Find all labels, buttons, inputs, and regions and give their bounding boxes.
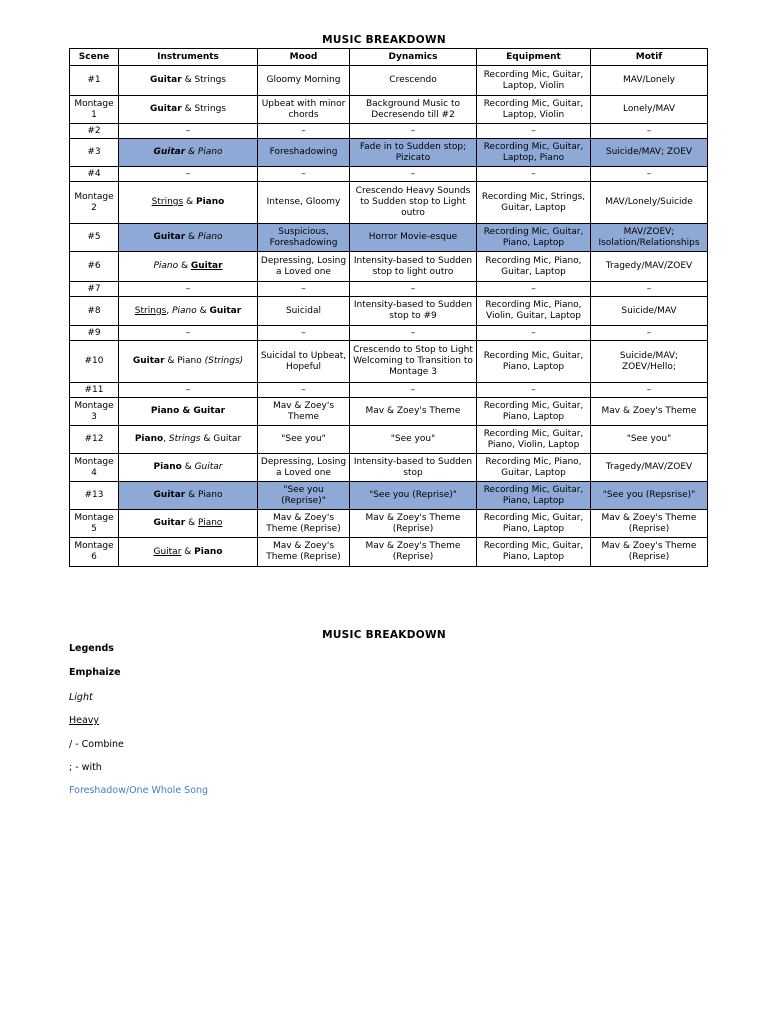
table-row [70, 252, 708, 282]
legend-heading: Legends [69, 643, 114, 654]
motif-cell: "See you (Repsrise)" [591, 482, 708, 510]
instruments-cell [119, 426, 258, 454]
table-header-row [70, 49, 708, 66]
motif-cell: Tragedy/MAV/ZOEV [591, 454, 708, 482]
table-row [70, 341, 708, 383]
equipment-cell: Recording Mic, Guitar, Piano, Laptop [477, 510, 591, 538]
instruments-cell [119, 326, 258, 341]
instrument-segment: & Piano [185, 490, 223, 500]
dynamics-cell: Fade in to Sudden stop; Pizicato [350, 139, 477, 167]
legend-title: MUSIC BREAKDOWN [322, 629, 446, 641]
instruments-cell [119, 96, 258, 124]
dynamics-cell: – [350, 326, 477, 341]
instrument-segment: Piano [197, 147, 223, 157]
instrument-segment: Strings [134, 305, 167, 316]
motif-cell: Mav & Zoey's Theme (Reprise) [591, 538, 708, 567]
equipment-cell: Recording Mic, Guitar, Piano, Laptop [477, 224, 591, 252]
mood-cell: "See you" [258, 426, 350, 454]
equipment-cell: Recording Mic, Guitar, Piano, Laptop [477, 398, 591, 426]
instrument-segment: & Strings [181, 75, 226, 85]
motif-cell: Tragedy/MAV/ZOEV [591, 252, 708, 282]
instrument-segment: & [185, 232, 198, 242]
instruments-cell [119, 124, 258, 139]
instruments-cell [119, 167, 258, 182]
mood-cell: Intense, Gloomy [258, 182, 350, 224]
scene-cell: #3 [70, 139, 119, 167]
equipment-cell: Recording Mic, Strings, Guitar, Laptop [477, 182, 591, 224]
motif-cell: – [591, 167, 708, 182]
instrument-segment: Guitar [190, 261, 223, 271]
scene-cell: #11 [70, 383, 119, 398]
dynamics-cell: Mav & Zoey's Theme [350, 398, 477, 426]
instrument-segment: & [196, 305, 210, 316]
legend-combine: / - Combine [69, 739, 124, 750]
scene-cell: #2 [70, 124, 119, 139]
col-header-mood: Mood [258, 49, 350, 66]
motif-cell: – [591, 124, 708, 139]
dynamics-cell: "See you" [350, 426, 477, 454]
instrument-segment: & Piano [164, 356, 205, 366]
motif-cell: Suicide/MAV; ZOEV [591, 139, 708, 167]
instruments-cell [119, 282, 258, 297]
scene-cell: #4 [70, 167, 119, 182]
instruments-cell [119, 482, 258, 510]
page-title: MUSIC BREAKDOWN [322, 34, 446, 46]
mood-cell: Mav & Zoey's Theme (Reprise) [258, 538, 350, 567]
mood-cell: Depressing, Losing a Loved one [258, 454, 350, 482]
mood-cell: Suspicious, Foreshadowing [258, 224, 350, 252]
mood-cell: Foreshadowing [258, 139, 350, 167]
equipment-cell: Recording Mic, Guitar, Piano, Laptop [477, 482, 591, 510]
instrument-segment: , [163, 434, 169, 444]
col-header-dynamics: Dynamics [350, 49, 477, 66]
dynamics-cell: Crescendo Heavy Sounds to Sudden stop to Light outro [350, 182, 477, 224]
mood-cell: Suicidal to Upbeat, Hopeful [258, 341, 350, 383]
instrument-segment: & [178, 261, 191, 271]
instrument-segment: Piano & Guitar [150, 406, 226, 416]
instrument-segment: – [185, 283, 191, 294]
mood-cell: Suicidal [258, 297, 350, 326]
table-row [70, 167, 708, 182]
scene-cell: #12 [70, 426, 119, 454]
scene-cell: #10 [70, 341, 119, 383]
mood-cell: "See you (Reprise)" [258, 482, 350, 510]
table-row [70, 139, 708, 167]
table-row [70, 426, 708, 454]
scene-cell: #7 [70, 282, 119, 297]
instruments-cell [119, 341, 258, 383]
mood-cell: – [258, 282, 350, 297]
instrument-segment: Piano [153, 261, 179, 271]
instruments-cell [119, 252, 258, 282]
equipment-cell: Recording Mic, Piano, Violin, Guitar, Laptop [477, 297, 591, 326]
mood-cell: Depressing, Losing a Loved one [258, 252, 350, 282]
mood-cell: – [258, 326, 350, 341]
motif-cell: – [591, 326, 708, 341]
table-row [70, 224, 708, 252]
scene-cell: Montage 4 [70, 454, 119, 482]
instrument-segment: Guitar [150, 75, 182, 85]
instrument-segment: Piano [195, 197, 225, 207]
instrument-segment: Guitar [153, 490, 186, 500]
instrument-segment: Guitar [153, 147, 186, 157]
instrument-segment: – [185, 168, 191, 179]
scene-cell: #9 [70, 326, 119, 341]
dynamics-cell: Horror Movie-esque [350, 224, 477, 252]
motif-cell: MAV/Lonely [591, 66, 708, 96]
equipment-cell: Recording Mic, Guitar, Laptop, Piano [477, 139, 591, 167]
instrument-segment: – [185, 384, 191, 395]
table-body [70, 66, 708, 567]
instruments-cell [119, 182, 258, 224]
instruments-cell [119, 66, 258, 96]
instrument-segment: Piano [153, 462, 182, 472]
table-row [70, 124, 708, 139]
equipment-cell: Recording Mic, Guitar, Piano, Laptop [477, 341, 591, 383]
instrument-segment: Guitar [153, 232, 186, 242]
motif-cell: Mav & Zoey's Theme [591, 398, 708, 426]
instrument-segment: Piano [134, 434, 164, 444]
equipment-cell: – [477, 326, 591, 341]
dynamics-cell: – [350, 124, 477, 139]
motif-cell: – [591, 282, 708, 297]
dynamics-cell: Mav & Zoey's Theme (Reprise) [350, 510, 477, 538]
mood-cell: Upbeat with minor chords [258, 96, 350, 124]
table-row [70, 282, 708, 297]
equipment-cell: Recording Mic, Guitar, Laptop, Violin [477, 66, 591, 96]
col-header-motif: Motif [591, 49, 708, 66]
equipment-cell: – [477, 282, 591, 297]
table-row [70, 398, 708, 426]
instrument-segment: Guitar [153, 546, 182, 557]
equipment-cell: Recording Mic, Piano, Guitar, Laptop [477, 454, 591, 482]
instrument-segment: Piano [197, 518, 223, 528]
instruments-cell [119, 454, 258, 482]
mood-cell: Mav & Zoey's Theme (Reprise) [258, 510, 350, 538]
dynamics-cell: "See you (Reprise)" [350, 482, 477, 510]
instrument-segment: Strings [151, 197, 184, 207]
instrument-segment: Strings [168, 434, 201, 444]
scene-cell: Montage 2 [70, 182, 119, 224]
equipment-cell: – [477, 167, 591, 182]
scene-cell: #5 [70, 224, 119, 252]
equipment-cell: Recording Mic, Guitar, Piano, Violin, Laptop [477, 426, 591, 454]
table-row [70, 383, 708, 398]
table-row [70, 454, 708, 482]
table-row [70, 326, 708, 341]
instruments-cell [119, 383, 258, 398]
instrument-segment: & [181, 546, 195, 557]
instrument-segment: & Guitar [200, 434, 242, 444]
instrument-segment: , [166, 305, 173, 316]
instruments-cell [119, 538, 258, 567]
dynamics-cell: Crescendo to Stop to Light Welcoming to Transition to Montage 3 [350, 341, 477, 383]
instrument-segment: – [185, 125, 191, 136]
dynamics-cell: Intensity-based to Sudden stop to #9 [350, 297, 477, 326]
instrument-segment: & [185, 147, 198, 157]
table-row [70, 510, 708, 538]
instrument-segment: – [185, 327, 191, 338]
scene-cell: #8 [70, 297, 119, 326]
instrument-segment: Piano [197, 232, 223, 242]
dynamics-cell: Background Music to Decresendo till #2 [350, 96, 477, 124]
instruments-cell [119, 510, 258, 538]
table-row [70, 96, 708, 124]
dynamics-cell: Intensity-based to Sudden stop [350, 454, 477, 482]
instrument-segment: & [185, 518, 198, 528]
scene-cell: #1 [70, 66, 119, 96]
scene-cell: #6 [70, 252, 119, 282]
motif-cell: Lonely/MAV [591, 96, 708, 124]
scene-cell: Montage 3 [70, 398, 119, 426]
col-header-equipment: Equipment [477, 49, 591, 66]
motif-cell: Suicide/MAV [591, 297, 708, 326]
table-row [70, 482, 708, 510]
motif-cell: MAV/ZOEV; Isolation/Relationships [591, 224, 708, 252]
motif-cell: – [591, 383, 708, 398]
legend-foreshadow: Foreshadow/One Whole Song [69, 785, 209, 796]
instruments-cell [119, 398, 258, 426]
legend-heavy: Heavy [69, 715, 100, 726]
instrument-segment: (Strings) [204, 356, 244, 366]
legend-with: ; - with [69, 762, 102, 773]
dynamics-cell: – [350, 282, 477, 297]
dynamics-cell: Intensity-based to Sudden stop to light outro [350, 252, 477, 282]
motif-cell: Mav & Zoey's Theme (Reprise) [591, 510, 708, 538]
motif-cell: Suicide/MAV; ZOEV/Hello; [591, 341, 708, 383]
mood-cell: Gloomy Morning [258, 66, 350, 96]
instrument-segment: Guitar [150, 104, 182, 114]
motif-cell: MAV/Lonely/Suicide [591, 182, 708, 224]
instrument-segment: Guitar [132, 356, 165, 366]
instruments-cell [119, 139, 258, 167]
instrument-segment: Guitar [153, 518, 186, 528]
dynamics-cell: – [350, 167, 477, 182]
equipment-cell: Recording Mic, Piano, Guitar, Laptop [477, 252, 591, 282]
instrument-segment: & Strings [181, 104, 226, 114]
scene-cell: Montage 1 [70, 96, 119, 124]
scene-cell: Montage 6 [70, 538, 119, 567]
table-row [70, 297, 708, 326]
mood-cell: – [258, 124, 350, 139]
legend-light: Light [69, 692, 93, 703]
table-row [70, 182, 708, 224]
equipment-cell: Recording Mic, Guitar, Piano, Laptop [477, 538, 591, 567]
mood-cell: – [258, 167, 350, 182]
col-header-instruments: Instruments [119, 49, 258, 66]
mood-cell: Mav & Zoey's Theme [258, 398, 350, 426]
table-row [70, 538, 708, 567]
instrument-segment: Piano [172, 305, 197, 316]
legend-emphasize: Emphaize [69, 667, 121, 678]
instruments-cell [119, 224, 258, 252]
scene-cell: Montage 5 [70, 510, 119, 538]
instrument-segment: & [181, 462, 195, 472]
dynamics-cell: Mav & Zoey's Theme (Reprise) [350, 538, 477, 567]
mood-cell: – [258, 383, 350, 398]
instrument-segment: Guitar [209, 305, 242, 316]
col-header-scene: Scene [70, 49, 119, 66]
instruments-cell [119, 297, 258, 326]
music-breakdown-table [69, 48, 708, 567]
dynamics-cell: Crescendo [350, 66, 477, 96]
equipment-cell: Recording Mic, Guitar, Laptop, Violin [477, 96, 591, 124]
instrument-segment: Guitar [194, 462, 223, 472]
equipment-cell: – [477, 383, 591, 398]
instrument-segment: Piano [194, 546, 223, 557]
equipment-cell: – [477, 124, 591, 139]
scene-cell: #13 [70, 482, 119, 510]
table-row [70, 66, 708, 96]
instrument-segment: & [183, 197, 196, 207]
dynamics-cell: – [350, 383, 477, 398]
motif-cell: "See you" [591, 426, 708, 454]
